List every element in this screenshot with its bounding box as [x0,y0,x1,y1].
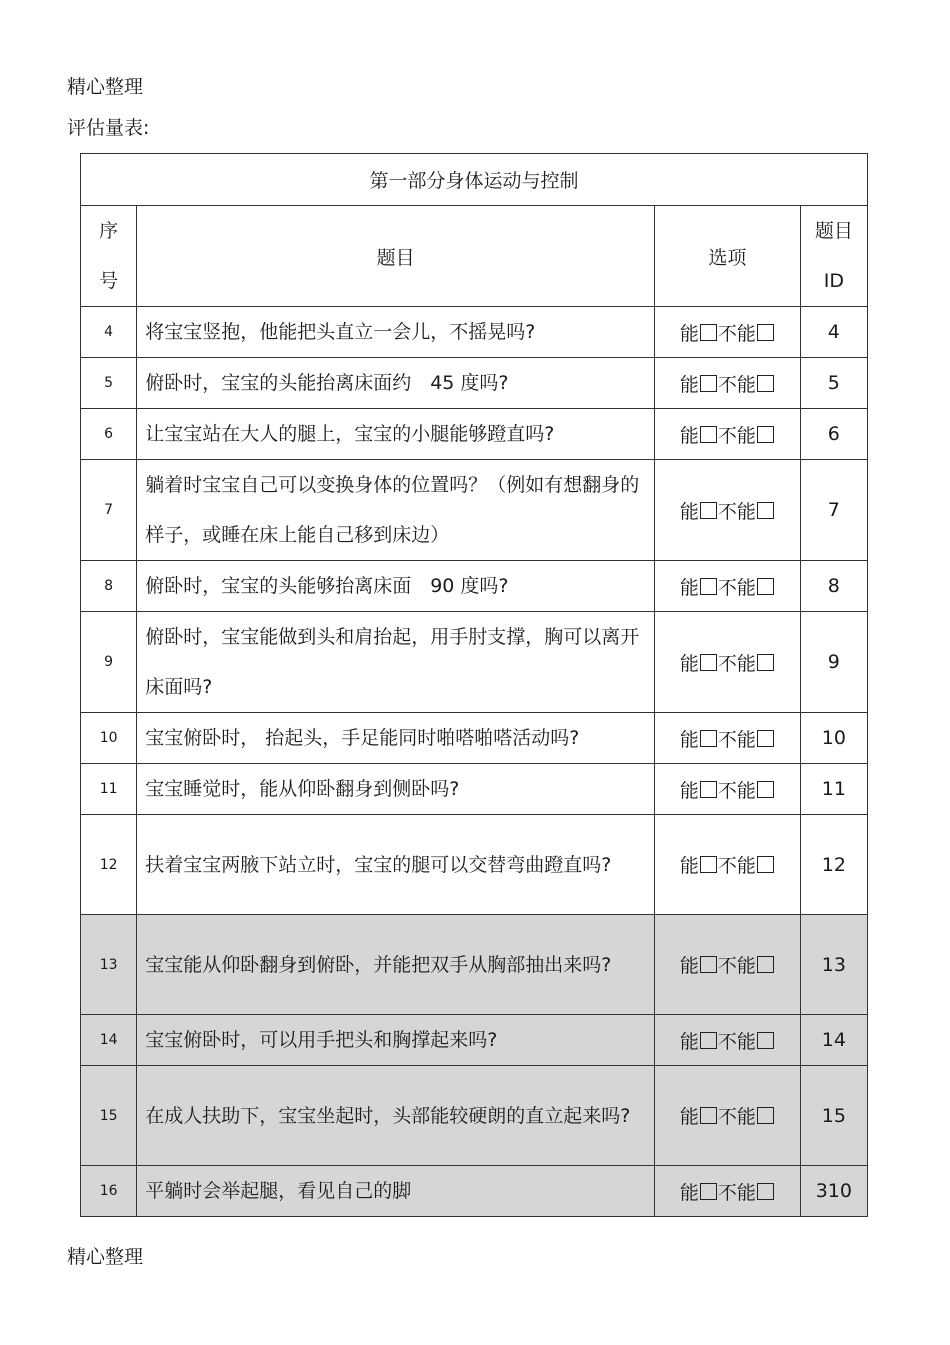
no-checkbox[interactable] [757,1032,774,1049]
yes-checkbox[interactable] [700,578,717,595]
question-id: 11 [800,764,867,815]
page-footer-text: 精心整理 [67,1246,144,1268]
table-row [81,1015,868,1066]
no-checkbox[interactable] [757,781,774,798]
option-no-label: 不能 [717,652,756,675]
row-number: 15 [81,1066,137,1166]
row-number: 13 [81,915,137,1015]
option-no-label: 不能 [717,779,756,802]
answer-options [655,561,801,612]
option-yes-label: 能 [679,576,699,599]
option-no-label: 不能 [717,1181,756,1204]
option-yes-label: 能 [679,652,699,675]
option-yes-label: 能 [679,1030,699,1053]
question-id: 14 [800,1015,867,1066]
yes-checkbox[interactable] [700,856,717,873]
table-row [81,561,868,612]
table-row [81,915,868,1015]
option-no-label: 不能 [717,955,756,977]
table-title: 第一部分身体运动与控制 [81,154,868,206]
answer-options [655,1166,801,1217]
no-checkbox[interactable] [757,654,774,671]
question-id: 7 [800,460,867,561]
option-yes-label: 能 [679,1181,699,1204]
table-row [81,815,868,915]
assessment-table-container [80,153,870,1217]
form-subtitle: 评估量表: [67,117,150,139]
option-yes-label: 能 [679,955,699,977]
header-options: 选项 [655,206,801,307]
answer-options [655,460,801,561]
no-checkbox[interactable] [757,1183,774,1200]
option-no-label: 不能 [717,1106,756,1128]
option-yes-label: 能 [679,500,699,523]
row-number: 9 [81,612,137,713]
question-id: 6 [800,409,867,460]
row-number: 11 [81,764,137,815]
no-checkbox[interactable] [757,578,774,595]
yes-checkbox[interactable] [700,956,717,973]
yes-checkbox[interactable] [700,324,717,341]
yes-checkbox[interactable] [700,1032,717,1049]
option-no-label: 不能 [717,373,756,396]
table-row [81,460,868,561]
option-no-label: 不能 [717,576,756,599]
no-checkbox[interactable] [757,375,774,392]
no-checkbox[interactable] [757,324,774,341]
row-number: 12 [81,815,137,915]
yes-checkbox[interactable] [700,375,717,392]
question-id: 8 [800,561,867,612]
option-yes-label: 能 [679,373,699,396]
question-text: 让宝宝站在大人的腿上，宝宝的小腿能够蹬直吗? [137,409,655,460]
no-checkbox[interactable] [757,502,774,519]
question-text: 将宝宝竖抱，他能把头直立一会儿，不摇晃吗? [137,307,655,358]
no-checkbox[interactable] [757,856,774,873]
table-row [81,612,868,713]
yes-checkbox[interactable] [700,730,717,747]
no-checkbox[interactable] [757,956,774,973]
no-checkbox[interactable] [757,426,774,443]
option-yes-label: 能 [679,424,699,447]
question-id: 9 [800,612,867,713]
header-id-line2: ID [823,270,844,292]
header-seq-line1: 序 [99,220,119,242]
option-yes-label: 能 [679,728,699,751]
answer-options [655,764,801,815]
question-id: 13 [800,915,867,1015]
question-text: 俯卧时，宝宝的头能抬离床面约 45 度吗? [137,358,655,409]
yes-checkbox[interactable] [700,426,717,443]
question-text: 俯卧时，宝宝的头能够抬离床面 90 度吗? [137,561,655,612]
row-number: 8 [81,561,137,612]
table-row [81,409,868,460]
header-question-id [800,206,867,307]
row-number: 14 [81,1015,137,1066]
answer-options [655,1066,801,1166]
assessment-table [80,153,868,1217]
question-text: 宝宝俯卧时， 抬起头，手足能同时啪嗒啪嗒活动吗? [137,713,655,764]
answer-options [655,612,801,713]
row-number: 16 [81,1166,137,1217]
question-text: 躺着时宝宝自己可以变换身体的位置吗？（例如有想翻身的样子，或睡在床上能自己移到床边） [137,460,655,561]
option-yes-label: 能 [679,855,699,877]
header-id-line1: 题目 [814,220,853,242]
question-id: 12 [800,815,867,915]
row-number: 10 [81,713,137,764]
question-text: 扶着宝宝两腋下站立时，宝宝的腿可以交替弯曲蹬直吗? [137,815,655,915]
question-text: 在成人扶助下，宝宝坐起时，头部能较硬朗的直立起来吗? [137,1066,655,1166]
header-seq-line2: 号 [99,270,119,292]
no-checkbox[interactable] [757,1107,774,1124]
row-number: 4 [81,307,137,358]
option-no-label: 不能 [717,424,756,447]
yes-checkbox[interactable] [700,502,717,519]
option-no-label: 不能 [717,500,756,523]
question-text: 平躺时会举起腿，看见自己的脚 [137,1166,655,1217]
question-id: 10 [800,713,867,764]
option-no-label: 不能 [717,855,756,877]
yes-checkbox[interactable] [700,781,717,798]
question-id: 310 [800,1166,867,1217]
table-row [81,713,868,764]
question-id: 5 [800,358,867,409]
no-checkbox[interactable] [757,730,774,747]
option-yes-label: 能 [679,1106,699,1128]
row-number: 7 [81,460,137,561]
answer-options [655,915,801,1015]
option-yes-label: 能 [679,779,699,802]
question-text: 宝宝睡觉时，能从仰卧翻身到侧卧吗? [137,764,655,815]
table-body [81,307,868,1217]
yes-checkbox[interactable] [700,1107,717,1124]
answer-options [655,409,801,460]
option-yes-label: 能 [679,322,699,345]
table-row [81,358,868,409]
option-no-label: 不能 [717,728,756,751]
answer-options [655,307,801,358]
question-text: 宝宝俯卧时，可以用手把头和胸撑起来吗? [137,1015,655,1066]
answer-options [655,713,801,764]
option-no-label: 不能 [717,1030,756,1053]
row-number: 5 [81,358,137,409]
question-id: 15 [800,1066,867,1166]
header-question: 题目 [137,206,655,307]
row-number: 6 [81,409,137,460]
table-row [81,764,868,815]
yes-checkbox[interactable] [700,654,717,671]
option-no-label: 不能 [717,322,756,345]
table-row [81,307,868,358]
answer-options [655,358,801,409]
question-id: 4 [800,307,867,358]
question-text: 俯卧时，宝宝能做到头和肩抬起，用手肘支撑，胸可以离开床面吗? [137,612,655,713]
answer-options [655,1015,801,1066]
page-header-text: 精心整理 [67,76,144,98]
table-row [81,1066,868,1166]
table-row [81,1166,868,1217]
answer-options [655,815,801,915]
yes-checkbox[interactable] [700,1183,717,1200]
question-text: 宝宝能从仰卧翻身到俯卧，并能把双手从胸部抽出来吗? [137,915,655,1015]
header-seq-no [81,206,137,307]
